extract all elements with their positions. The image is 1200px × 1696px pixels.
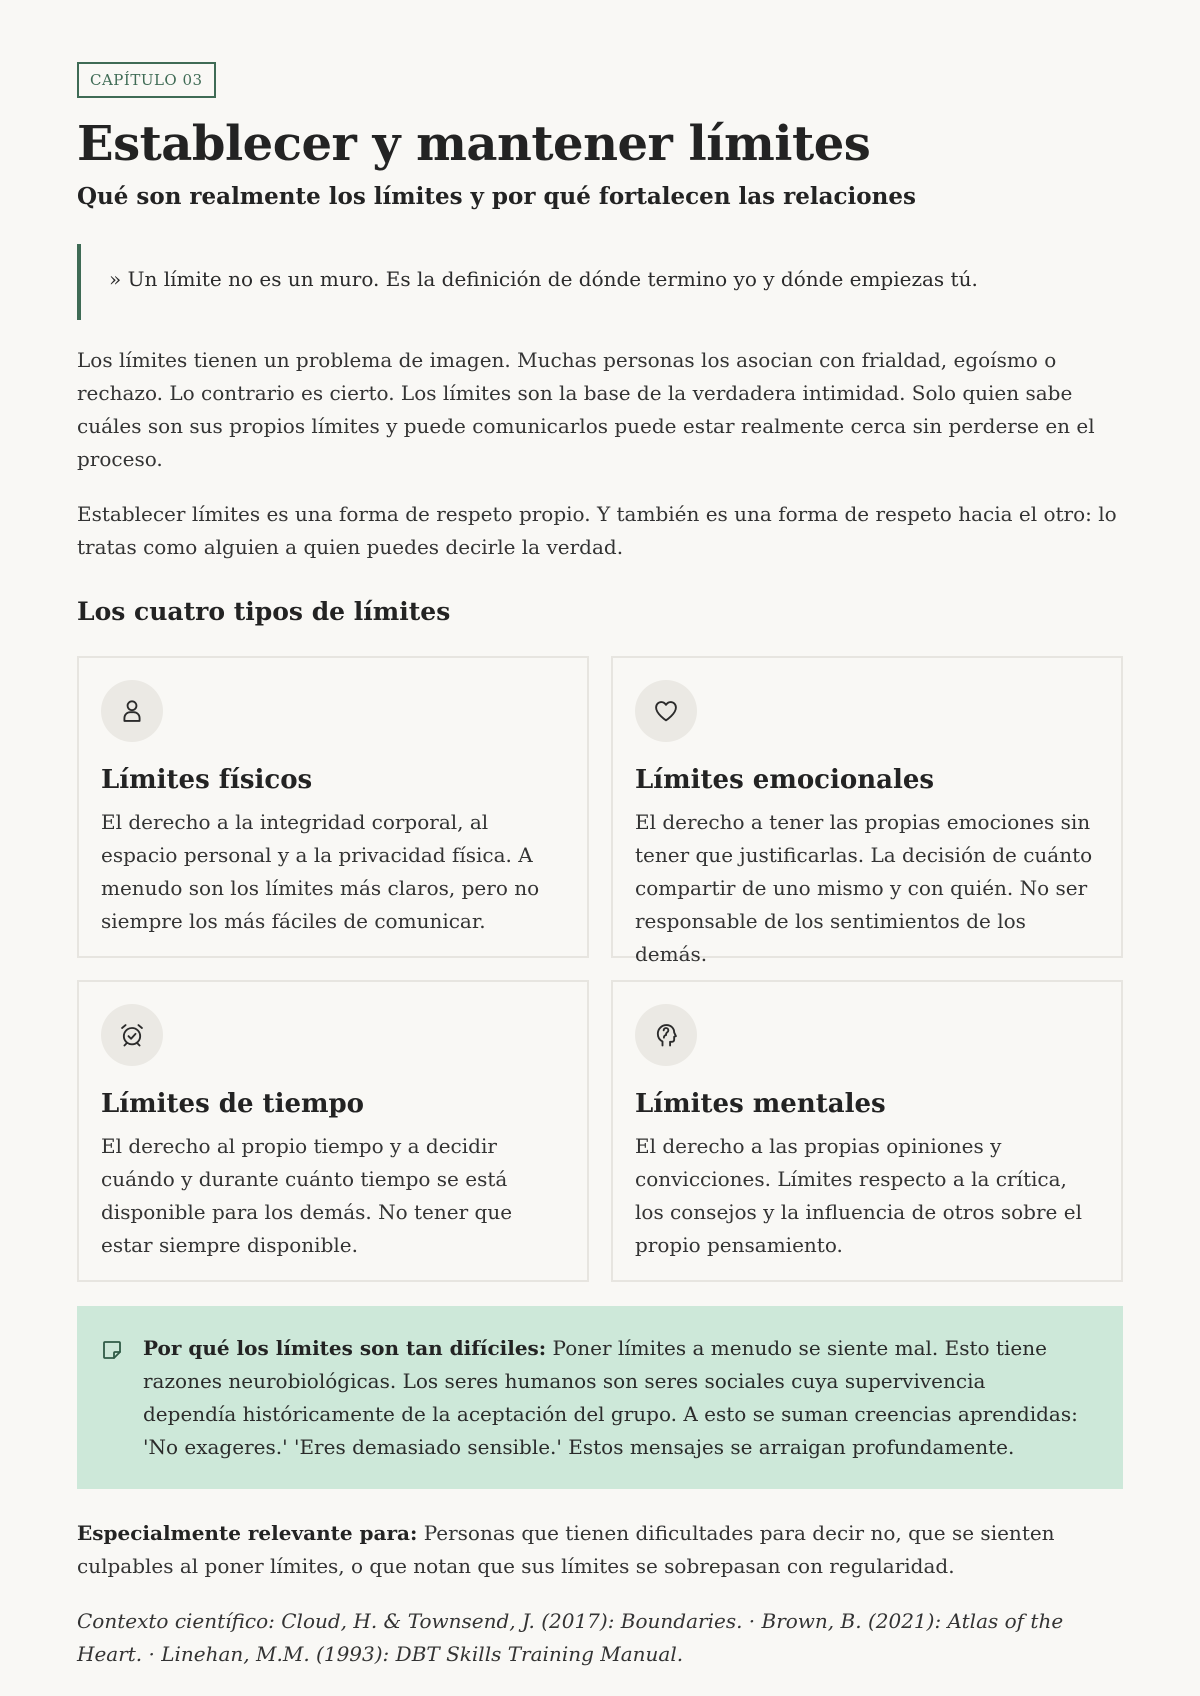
boundary-card-emotional: [611, 656, 1123, 966]
card-title: Límites emocionales: [635, 765, 935, 795]
callout-lead: Por qué los límites son tan difíciles:: [143, 1336, 547, 1360]
card-title: Límites de tiempo: [101, 1089, 365, 1119]
alarm-clock-icon: [101, 1004, 163, 1066]
scientific-context: Contexto científico: Cloud, H. & Townsend, J. (2017): Boundaries. · Brown, B. (2021): Atlas of the Heart. · Linehan, M.M. (1993): DBT Skills Training Manual.: [77, 1609, 1064, 1666]
relevant-text: Personas que tienen dificultades para decir no, que se sienten culpables al poner límites, o que notan que sus límites se sobrepasan con regularidad.: [77, 1521, 1055, 1578]
info-callout: [77, 1306, 1123, 1489]
heart-icon: [635, 680, 697, 742]
intro-paragraph: Establecer límites es una forma de respeto propio. Y también es una forma de respeto hacia el otro: lo tratas como alguien a quien puedes decirle la verdad.: [77, 502, 1117, 559]
boundary-card-mental: [611, 980, 1123, 1282]
page-title: Establecer y mantener límites: [77, 116, 871, 172]
card-text: El derecho a la integridad corporal, al espacio personal y a la privacidad física. A menudo son los límites más claros, pero no siempre los más fáciles de comunicar.: [101, 810, 540, 933]
boundary-types-grid: [77, 656, 1123, 1282]
page-subtitle: Qué son realmente los límites y por qué fortalecen las relaciones: [77, 183, 916, 210]
section-heading: Los cuatro tipos de límites: [77, 597, 451, 626]
pull-quote-text: » Un límite no es un muro. Es la definición de dónde termino yo y dónde empiezas tú.: [109, 267, 978, 291]
sticky-note-icon: [101, 1338, 123, 1360]
card-text: El derecho a tener las propias emociones sin tener que justificarlas. La decisión de cuánto compartir de uno mismo y con quién. No ser responsable de los sentimientos de los demás.: [635, 810, 1093, 966]
intro-paragraph: Los límites tienen un problema de imagen. Muchas personas los asocian con frialdad, egoísmo o rechazo. Lo contrario es cierto. Los límites son la base de la verdadera intimidad. Solo quien sabe cuáles son sus propios límites y puede comunicarlos puede estar realmente cerca sin perderse en el proceso.: [77, 348, 1095, 471]
relevant-for: [77, 1517, 1123, 1583]
chapter-badge: CAPÍTULO 03: [77, 62, 216, 98]
card-title: Límites físicos: [101, 765, 313, 795]
card-text: El derecho al propio tiempo y a decidir cuándo y durante cuánto tiempo se está disponible para los demás. No tener que estar siempre disponible.: [101, 1134, 513, 1257]
card-title: Límites mentales: [635, 1089, 886, 1119]
head-brain-icon: [635, 1004, 697, 1066]
pull-quote: [77, 244, 1123, 320]
callout-text: Poner límites a menudo se siente mal. Esto tiene razones neurobiológicas. Los seres humanos son seres sociales cuya supervivencia dependía históricamente de la aceptación del grupo. A esto se suman creencias aprendidas: 'No exageres.' 'Eres demasiado sensible.' Estos mensajes se arraigan profundamente.: [143, 1336, 1078, 1459]
person-icon: [101, 680, 163, 742]
card-text: El derecho a las propias opiniones y convicciones. Límites respecto a la crítica, los consejos y la influencia de otros sobre el propio pensamiento.: [635, 1134, 1082, 1257]
boundary-card-physical: [77, 656, 589, 958]
boundary-card-time: [77, 980, 589, 1282]
relevant-lead: Especialmente relevante para:: [77, 1521, 418, 1545]
